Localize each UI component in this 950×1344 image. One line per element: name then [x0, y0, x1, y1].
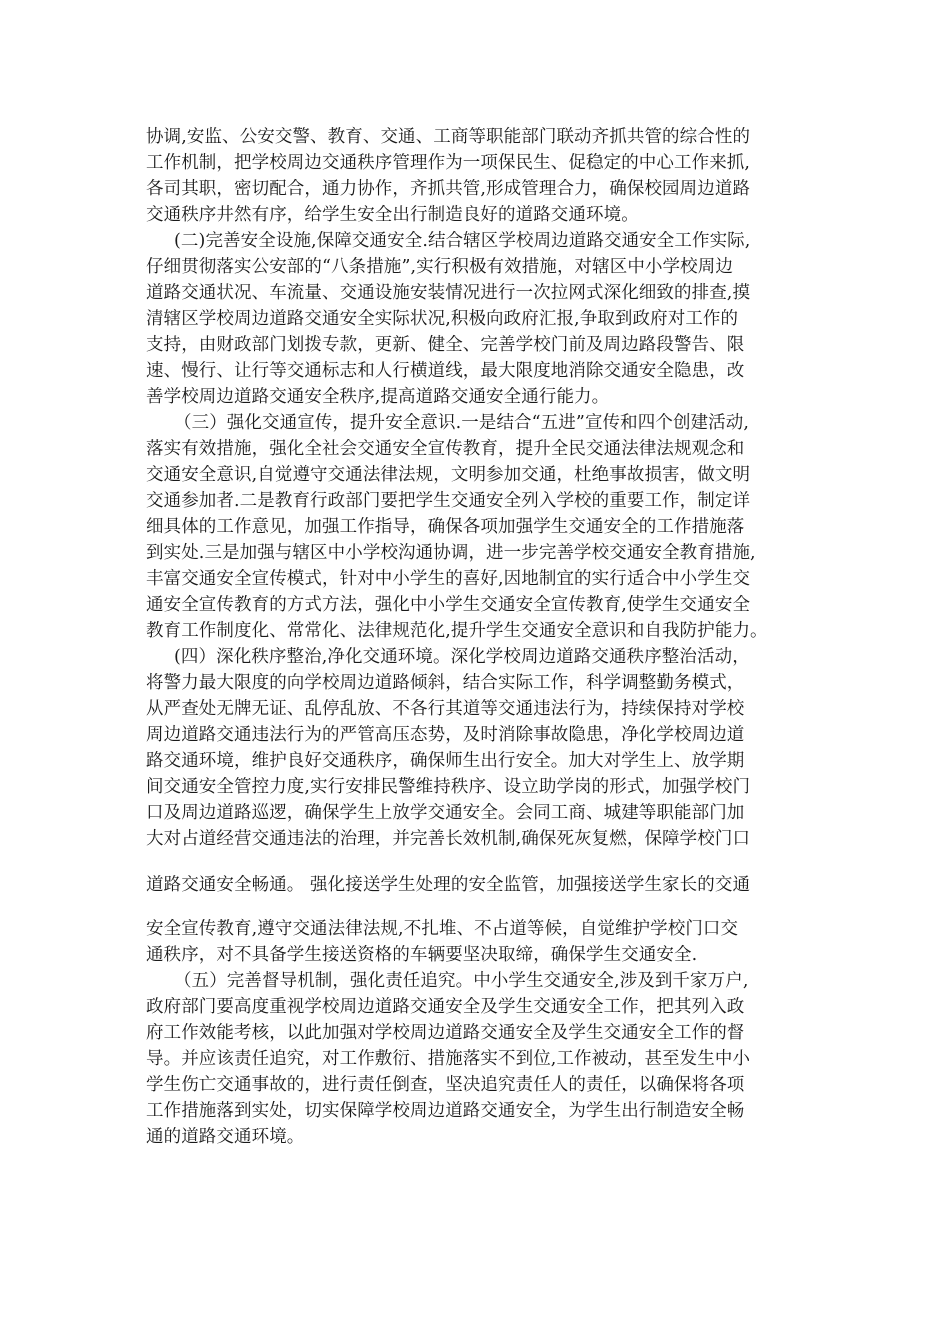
text-line: 通的道路交通环境。: [146, 1127, 305, 1147]
text-line: 落实有效措施，强化全社会交通安全宣传教育，提升全民交通法律法规观念和: [146, 439, 745, 459]
text-line: 大对占道经营交通违法的治理，并完善长效机制,确保死灰复燃，保障学校门口: [146, 829, 751, 849]
text-line: 工作机制，把学校周边交通秩序管理作为一项保民生、促稳定的中心工作来抓,: [146, 153, 751, 173]
text-line: 通安全宣传教育的方式方法，强化中小学生交通安全宣传教育,使学生交通安全: [146, 595, 751, 615]
text-line: 速、慢行、让行等交通标志和人行横道线，最大限度地消除交通安全隐患，改: [146, 361, 745, 381]
text-line: 交通秩序井然有序，给学生安全出行制造良好的道路交通环境。: [146, 205, 639, 225]
text-line: 安全宣传教育,遵守交通法律法规,不扎堆、不占道等候，自觉维护学校门口交: [146, 919, 739, 939]
text-line: 善学校周边道路交通安全秩序,提高道路交通安全通行能力。: [146, 387, 610, 407]
text-line: 仔细贯彻落实公安部的“八条措施”,实行积极有效措施，对辖区中小学校周边: [146, 257, 733, 277]
section-heading-line: （五）完善督导机制，强化责任追究。中小学生交通安全,涉及到千家万户,: [174, 971, 749, 991]
section-heading-line: (四）深化秩序整治,净化交通环境。深化学校周边道路交通秩序整治活动，: [174, 647, 750, 667]
text-line: 路交通环境，维护良好交通秩序，确保师生出行安全。加大对学生上、放学期: [146, 751, 745, 771]
text-line: 将警力最大限度的向学校周边道路倾斜，结合实际工作，科学调整勤务模式，: [146, 673, 745, 693]
text-line: 学生伤亡交通事故的，进行责任倒查，坚决追究责任人的责任，以确保将各项: [146, 1075, 745, 1095]
text-line: 交通参加者.二是教育行政部门要把学生交通安全列入学校的重要工作，制定详: [146, 491, 751, 511]
text-line: 各司其职，密切配合，通力协作，齐抓共管,形成管理合力，确保校园周边道路: [146, 179, 751, 199]
text-line: 清辖区学校周边道路交通安全实际状况,积极向政府汇报,争取到政府对工作的: [146, 309, 739, 329]
text-line: 工作措施落到实处，切实保障学校周边道路交通安全，为学生出行制造安全畅: [146, 1101, 745, 1121]
text-line: 导。并应该责任追究，对工作敷衍、措施落实不到位,工作被动，甚至发生中小: [146, 1049, 751, 1069]
text-line: 道路交通状况、车流量、交通设施安装情况进行一次拉网式深化细致的排查,摸: [146, 283, 751, 303]
section-heading-line: （三）强化交通宣传，提升安全意识.一是结合“五进”宣传和四个创建活动,: [174, 413, 750, 433]
text-line: 到实处.三是加强与辖区中小学校沟通协调，进一步完善学校交通安全教育措施,: [146, 543, 756, 563]
text-line: 间交通安全管控力度,实行安排民警维持秩序、设立助学岗的形式，加强学校门: [146, 777, 751, 797]
text-line: 府工作效能考核，以此加强对学校周边道路交通安全及学生交通安全工作的督: [146, 1023, 745, 1043]
section-heading-line: (二)完善安全设施,保障交通安全.结合辖区学校周边道路交通安全工作实际,: [174, 231, 751, 251]
text-line: 政府部门要高度重视学校周边道路交通安全及学生交通安全工作，把其列入政: [146, 997, 745, 1017]
text-line: 丰富交通安全宣传模式，针对中小学生的喜好,因地制宜的实行适合中小学生交: [146, 569, 751, 589]
text-line: 细具体的工作意见，加强工作指导，确保各项加强学生交通安全的工作措施落: [146, 517, 745, 537]
text-line: 支持，由财政部门划拨专款，更新、健全、完善学校门前及周边路段警告、限: [146, 335, 745, 355]
text-line: 从严查处无牌无证、乱停乱放、不各行其道等交通违法行为，持续保持对学校: [146, 699, 745, 719]
text-line: 通秩序，对不具备学生接送资格的车辆要坚决取缔，确保学生交通安全.: [146, 945, 698, 965]
text-line: 周边道路交通违法行为的严管高压态势，及时消除事故隐患，净化学校周边道: [146, 725, 745, 745]
text-line: 口及周边道路巡逻，确保学生上放学交通安全。会同工商、城建等职能部门加: [146, 803, 745, 823]
text-line: 教育工作制度化、常常化、法律规范化,提升学生交通安全意识和自我防护能力。: [146, 621, 768, 641]
text-line: 道路交通安全畅通。 强化接送学生处理的安全监管，加强接送学生家长的交通: [146, 875, 751, 895]
text-line: 交通安全意识,自觉遵守交通法律法规，文明参加交通，杜绝事故损害，做文明: [146, 465, 751, 485]
text-line: 协调,安监、公安交警、教育、交通、工商等职能部门联动齐抓共管的综合性的: [146, 127, 751, 147]
